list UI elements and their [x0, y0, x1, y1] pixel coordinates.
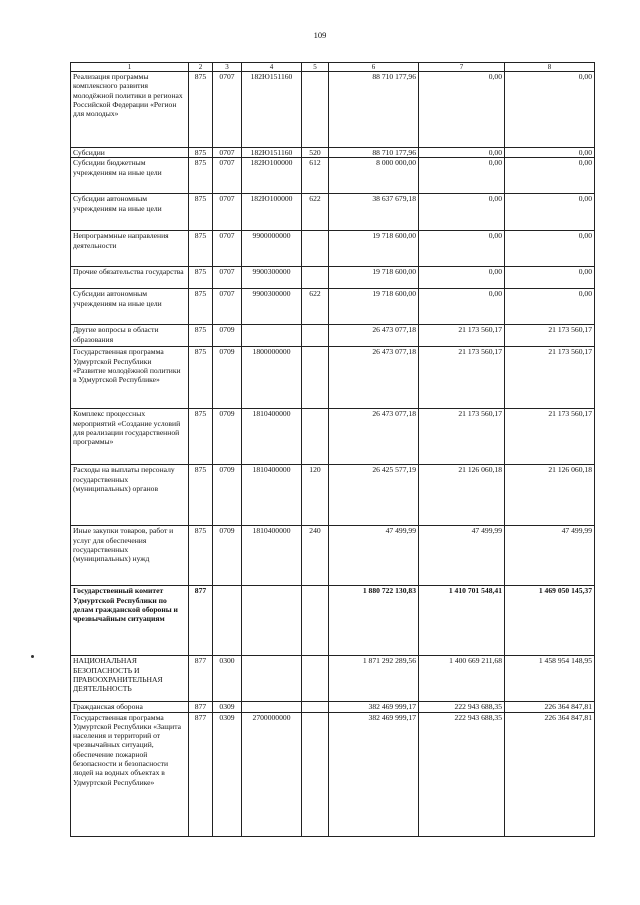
- row-amount-2: 47 499,99: [419, 526, 505, 586]
- row-expense-type: [302, 325, 329, 347]
- row-name: Непрограммные направления деятельности: [71, 231, 189, 267]
- row-name: Государственная программа Удмуртской Республики «Защита населения и территорий от чрезвычайных ситуаций, обеспечение пожарной безопасности и безопасности людей на водных объектах в Удмуртской Республике»: [71, 712, 189, 836]
- row-name: Субсидии автономным учреждениям на иные цели: [71, 194, 189, 231]
- row-amount-3: 1 469 050 145,37: [505, 586, 595, 656]
- table-row: [71, 72, 595, 148]
- row-name: Реализация программы комплексного развития молодёжной политики в регионах Российской Федерации «Регион для молодых»: [71, 72, 189, 148]
- row-admin-code: 875: [189, 194, 213, 231]
- row-admin-code: 875: [189, 347, 213, 409]
- header-col-2: 2: [189, 63, 213, 72]
- header-col-3: 3: [213, 63, 242, 72]
- row-amount-2: 21 126 060,18: [419, 465, 505, 526]
- row-admin-code: 875: [189, 325, 213, 347]
- row-amount-3: 0,00: [505, 289, 595, 325]
- row-expense-type: [302, 72, 329, 148]
- row-name: Гражданская оборона: [71, 702, 189, 712]
- row-expense-type: [302, 231, 329, 267]
- row-admin-code: 875: [189, 526, 213, 586]
- row-amount-3: 21 126 060,18: [505, 465, 595, 526]
- row-expense-type: 120: [302, 465, 329, 526]
- row-admin-code: 875: [189, 409, 213, 465]
- table-row: [71, 194, 595, 231]
- row-amount-3: 0,00: [505, 72, 595, 148]
- row-expense-type: [302, 409, 329, 465]
- row-section-code: 0709: [213, 465, 242, 526]
- row-target-code: 2700000000: [242, 712, 302, 836]
- row-amount-1: 26 473 077,18: [329, 325, 419, 347]
- row-amount-2: 222 943 688,35: [419, 712, 505, 836]
- row-section-code: 0709: [213, 409, 242, 465]
- row-admin-code: 877: [189, 586, 213, 656]
- row-amount-2: 0,00: [419, 148, 505, 158]
- table-row: [71, 586, 595, 656]
- row-expense-type: 622: [302, 194, 329, 231]
- row-amount-1: 8 000 000,00: [329, 158, 419, 194]
- row-amount-2: 0,00: [419, 267, 505, 289]
- row-amount-1: 88 710 177,96: [329, 148, 419, 158]
- row-name: Государственный комитет Удмуртской Республики по делам гражданской обороны и чрезвычайным ситуациям: [71, 586, 189, 656]
- row-amount-1: 1 871 292 289,56: [329, 656, 419, 702]
- row-amount-2: 21 173 560,17: [419, 347, 505, 409]
- row-name: Прочие обязательства государства: [71, 267, 189, 289]
- row-amount-1: 382 469 999,17: [329, 702, 419, 712]
- budget-table: [70, 62, 595, 837]
- row-amount-3: 226 364 847,81: [505, 702, 595, 712]
- row-amount-2: 0,00: [419, 289, 505, 325]
- row-amount-2: 0,00: [419, 194, 505, 231]
- row-name: Комплекс процессных мероприятий «Создание условий для реализации государственной программы»: [71, 409, 189, 465]
- row-target-code: 1810400000: [242, 409, 302, 465]
- row-expense-type: [302, 347, 329, 409]
- header-col-4: 4: [242, 63, 302, 72]
- row-section-code: 0707: [213, 158, 242, 194]
- table-row: [71, 158, 595, 194]
- row-section-code: 0709: [213, 347, 242, 409]
- table-row: [71, 702, 595, 712]
- row-target-code: 9900300000: [242, 289, 302, 325]
- row-name: Субсидии автономным учреждениям на иные цели: [71, 289, 189, 325]
- row-amount-1: 26 473 077,18: [329, 347, 419, 409]
- page-number: 109: [313, 30, 327, 40]
- row-amount-2: 0,00: [419, 72, 505, 148]
- row-admin-code: 875: [189, 465, 213, 526]
- row-section-code: 0300: [213, 656, 242, 702]
- row-section-code: 0707: [213, 231, 242, 267]
- row-amount-3: 226 364 847,81: [505, 712, 595, 836]
- row-expense-type: [302, 702, 329, 712]
- row-amount-3: 0,00: [505, 231, 595, 267]
- header-col-7: 7: [419, 63, 505, 72]
- row-amount-2: 21 173 560,17: [419, 325, 505, 347]
- row-target-code: 9900300000: [242, 267, 302, 289]
- table-row: [71, 347, 595, 409]
- row-name: НАЦИОНАЛЬНАЯ БЕЗОПАСНОСТЬ И ПРАВООХРАНИТЕЛЬНАЯ ДЕЯТЕЛЬНОСТЬ: [71, 656, 189, 702]
- row-admin-code: 875: [189, 72, 213, 148]
- row-amount-2: 222 943 688,35: [419, 702, 505, 712]
- row-amount-1: 26 425 577,19: [329, 465, 419, 526]
- row-amount-1: 88 710 177,96: [329, 72, 419, 148]
- row-expense-type: 520: [302, 148, 329, 158]
- row-amount-1: 47 499,99: [329, 526, 419, 586]
- row-amount-2: 1 410 701 548,41: [419, 586, 505, 656]
- row-amount-2: 0,00: [419, 231, 505, 267]
- row-section-code: 0309: [213, 702, 242, 712]
- table-row: [71, 656, 595, 702]
- row-expense-type: 240: [302, 526, 329, 586]
- table-row: [71, 526, 595, 586]
- stray-mark: [31, 655, 34, 658]
- row-target-code: 1800000000: [242, 347, 302, 409]
- table-row: [71, 712, 595, 836]
- row-amount-1: 26 473 077,18: [329, 409, 419, 465]
- row-section-code: 0707: [213, 148, 242, 158]
- header-col-1: 1: [71, 63, 189, 72]
- row-amount-3: 21 173 560,17: [505, 325, 595, 347]
- row-name: Субсидии: [71, 148, 189, 158]
- row-section-code: 0709: [213, 325, 242, 347]
- header-col-6: 6: [329, 63, 419, 72]
- row-section-code: 0707: [213, 289, 242, 325]
- row-admin-code: 875: [189, 267, 213, 289]
- row-admin-code: 877: [189, 656, 213, 702]
- row-target-code: 182Ю100000: [242, 194, 302, 231]
- row-amount-3: 0,00: [505, 194, 595, 231]
- row-target-code: 182Ю100000: [242, 158, 302, 194]
- row-amount-3: 0,00: [505, 148, 595, 158]
- header-col-8: 8: [505, 63, 595, 72]
- row-amount-2: 0,00: [419, 158, 505, 194]
- row-amount-2: 1 400 669 211,68: [419, 656, 505, 702]
- row-admin-code: 875: [189, 148, 213, 158]
- row-amount-3: 47 499,99: [505, 526, 595, 586]
- row-target-code: [242, 702, 302, 712]
- table-row: [71, 267, 595, 289]
- row-name: Субсидии бюджетным учреждениям на иные цели: [71, 158, 189, 194]
- row-amount-2: 21 173 560,17: [419, 409, 505, 465]
- table-row: [71, 231, 595, 267]
- row-expense-type: [302, 712, 329, 836]
- row-expense-type: 612: [302, 158, 329, 194]
- table-row: [71, 289, 595, 325]
- row-section-code: 0707: [213, 267, 242, 289]
- row-target-code: 1810400000: [242, 526, 302, 586]
- row-admin-code: 877: [189, 702, 213, 712]
- row-expense-type: [302, 267, 329, 289]
- row-target-code: 1810400000: [242, 465, 302, 526]
- row-target-code: [242, 325, 302, 347]
- row-amount-1: 19 718 600,00: [329, 231, 419, 267]
- row-name: Другие вопросы в области образования: [71, 325, 189, 347]
- row-section-code: 0709: [213, 526, 242, 586]
- row-expense-type: [302, 586, 329, 656]
- row-admin-code: 877: [189, 712, 213, 836]
- row-amount-3: 21 173 560,17: [505, 347, 595, 409]
- table-row: [71, 409, 595, 465]
- row-admin-code: 875: [189, 289, 213, 325]
- row-admin-code: 875: [189, 158, 213, 194]
- row-name: Государственная программа Удмуртской Республики «Развитие молодёжной политики в Удмуртской Республике»: [71, 347, 189, 409]
- header-col-5: 5: [302, 63, 329, 72]
- row-section-code: 0309: [213, 712, 242, 836]
- row-amount-3: 0,00: [505, 267, 595, 289]
- table-row: [71, 148, 595, 158]
- row-amount-1: 19 718 600,00: [329, 289, 419, 325]
- row-target-code: 182Ю151160: [242, 72, 302, 148]
- row-section-code: [213, 586, 242, 656]
- row-name: Расходы на выплаты персоналу государственных (муниципальных) органов: [71, 465, 189, 526]
- row-target-code: [242, 656, 302, 702]
- row-amount-1: 1 880 722 130,83: [329, 586, 419, 656]
- row-amount-3: 0,00: [505, 158, 595, 194]
- row-target-code: [242, 586, 302, 656]
- row-amount-3: 21 173 560,17: [505, 409, 595, 465]
- table-row: [71, 325, 595, 347]
- row-amount-1: 38 637 679,18: [329, 194, 419, 231]
- row-admin-code: 875: [189, 231, 213, 267]
- row-section-code: 0707: [213, 194, 242, 231]
- row-name: Иные закупки товаров, работ и услуг для обеспечения государственных (муниципальных) нужд: [71, 526, 189, 586]
- row-expense-type: [302, 656, 329, 702]
- row-amount-1: 19 718 600,00: [329, 267, 419, 289]
- row-expense-type: 622: [302, 289, 329, 325]
- row-target-code: 9900000000: [242, 231, 302, 267]
- header-row: [71, 63, 595, 72]
- table-row: [71, 465, 595, 526]
- row-section-code: 0707: [213, 72, 242, 148]
- row-amount-3: 1 458 954 148,95: [505, 656, 595, 702]
- row-amount-1: 382 469 999,17: [329, 712, 419, 836]
- row-target-code: 182Ю151160: [242, 148, 302, 158]
